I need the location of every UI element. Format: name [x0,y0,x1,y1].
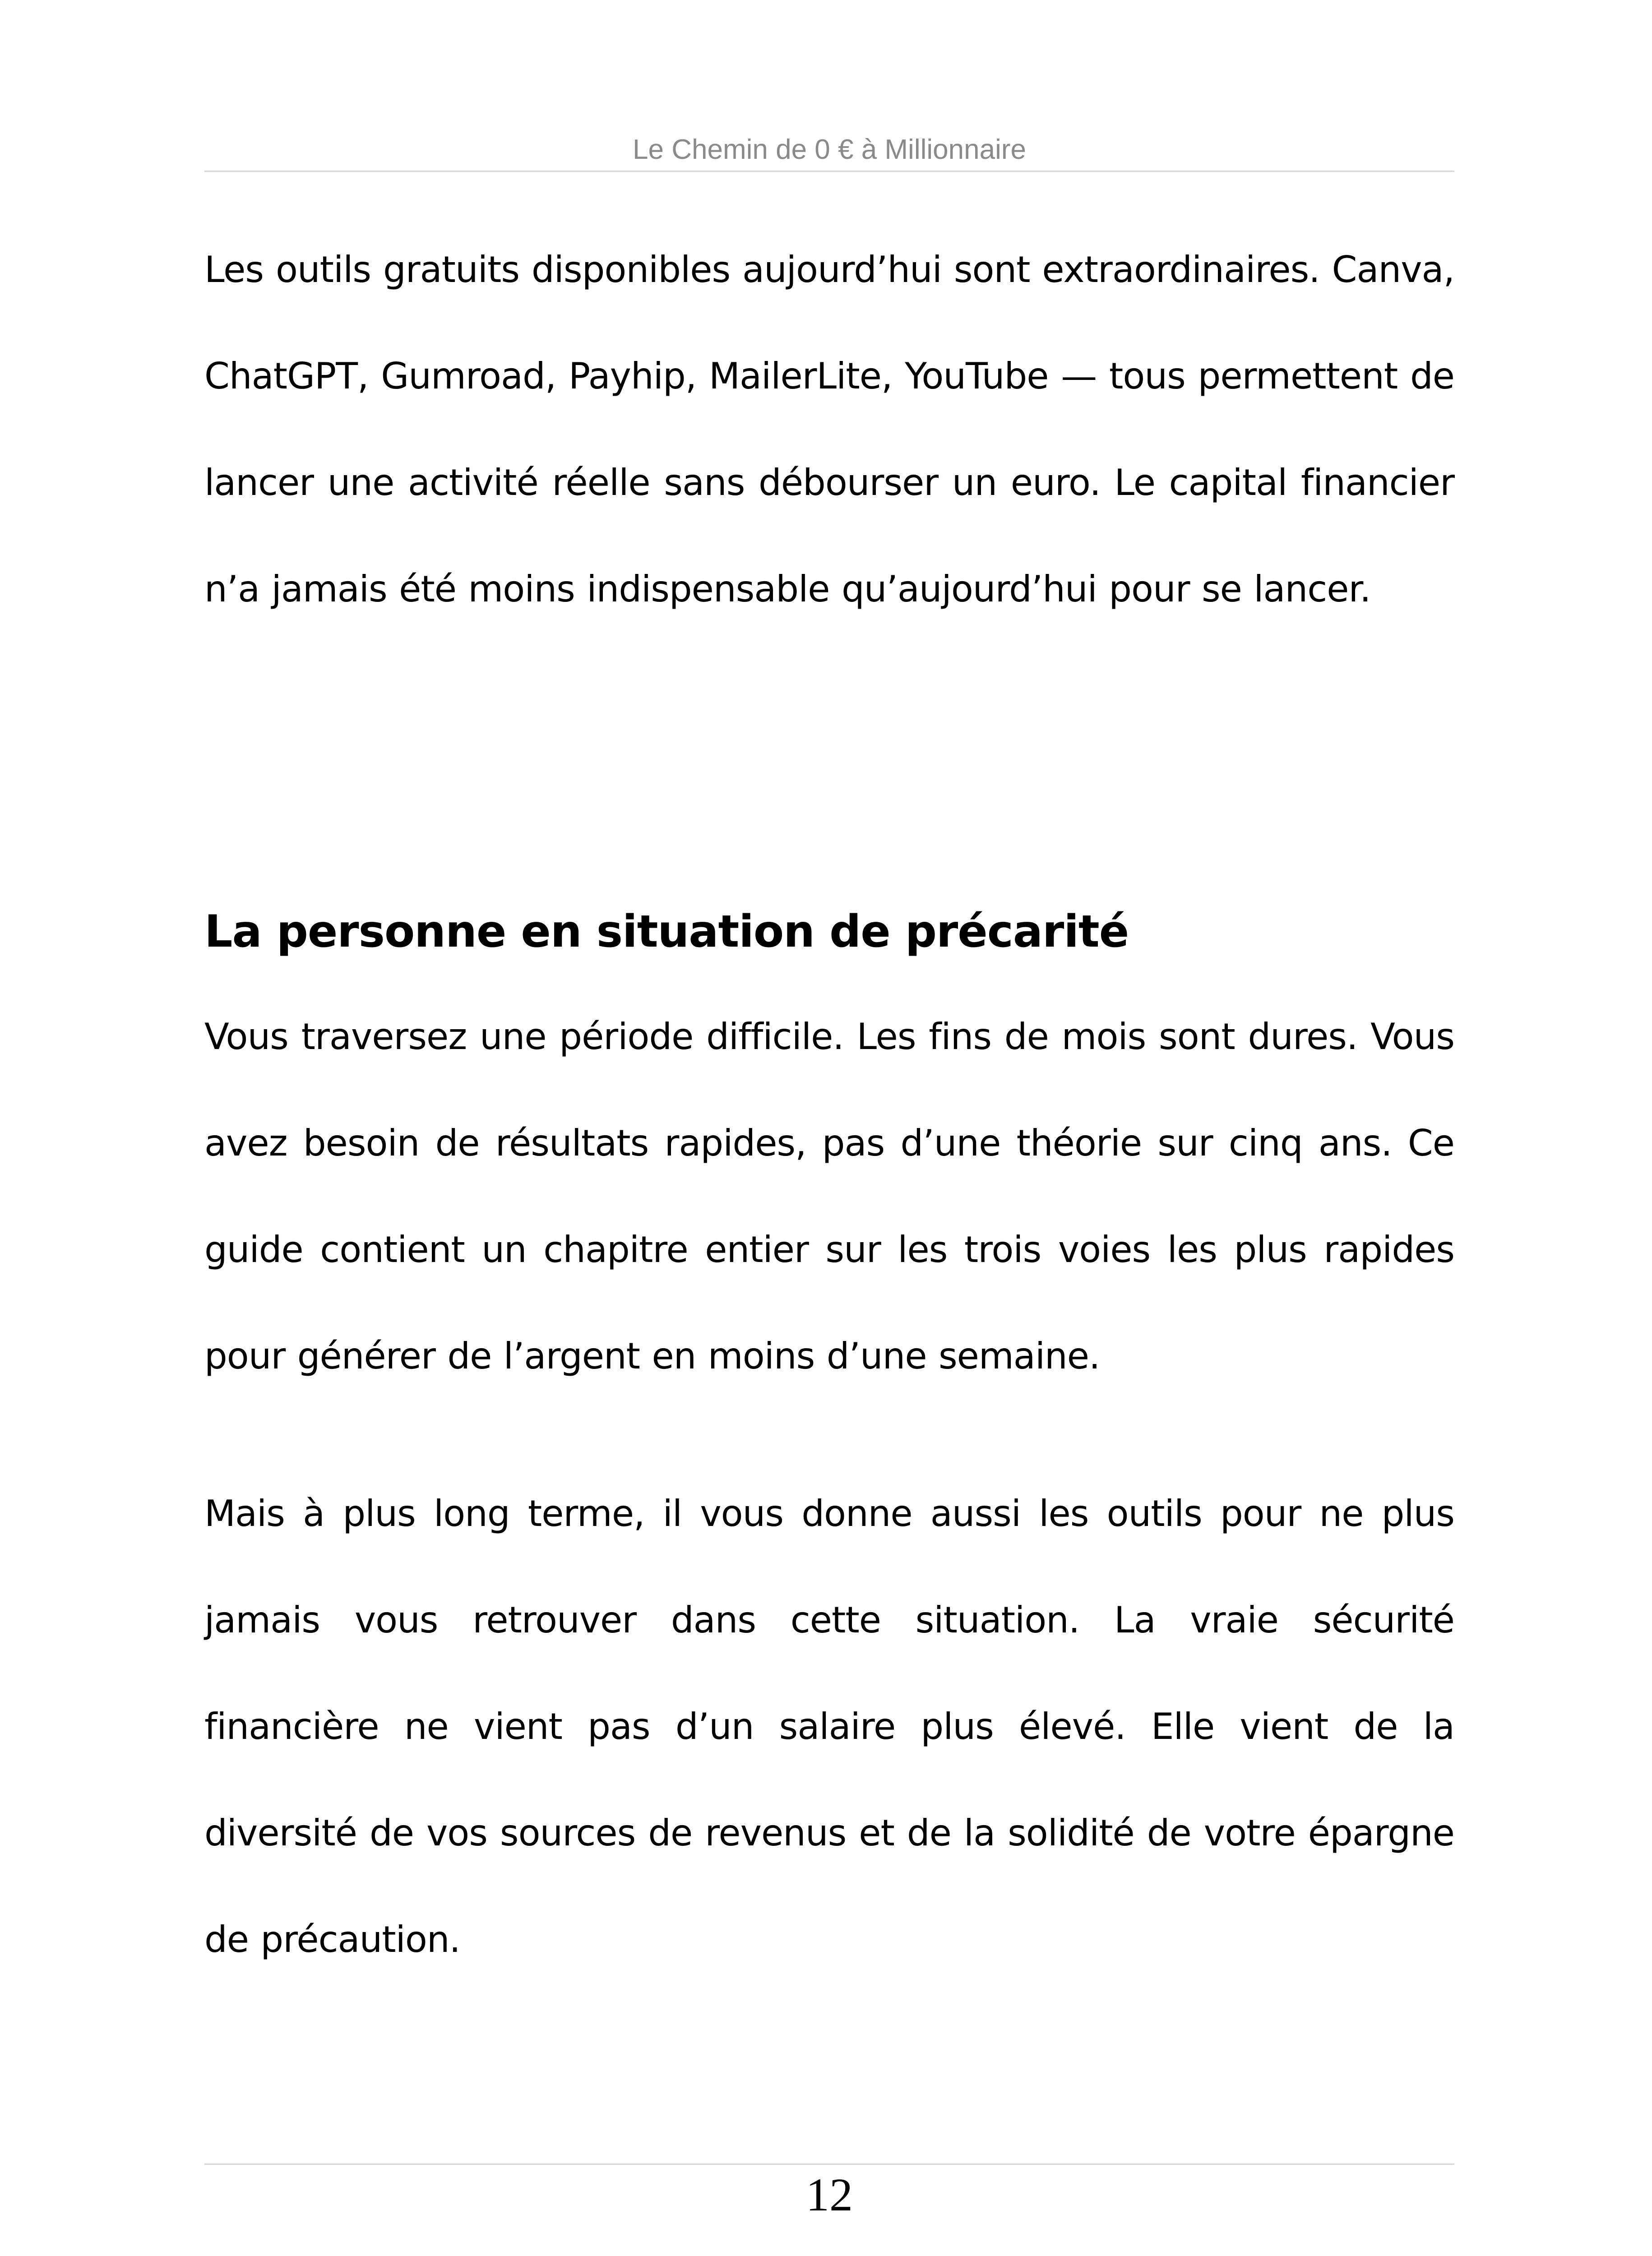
section-heading: La personne en situation de précarité [204,906,1129,957]
page-number: 12 [806,2169,853,2221]
running-header: Le Chemin de 0 € à Millionnaire [633,134,1026,165]
body-paragraph-3: Mais à plus long terme, il vous donne aussi les outils pour ne plus jamais vous retrouver dans cette situation. La vraie sécurité financière ne vient pas d’un salaire plus élevé. Elle vient de la diversité de vos sources de revenus et de la solidité de votre épargne de précaution. [204,1493,1454,1960]
body-paragraph-1: Les outils gratuits disponibles aujourd’hui sont extraordinaires. Canva, ChatGPT, Gumroad, Payhip, MailerLite, YouTube — tous permettent de lancer une activité réelle sans débourser un euro. Le capital financier n’a jamais été moins indispensable qu’aujourd’hui pour se lancer. [204,249,1454,610]
footer-divider [204,2164,1454,2165]
body-paragraph-2: Vous traversez une période difficile. Les fins de mois sont dures. Vous avez besoin de résultats rapides, pas d’une théorie sur cinq ans. Ce guide contient un chapitre entier sur les trois voies les plus rapides pour générer de l’argent en moins d’une semaine. [204,1016,1454,1377]
header-divider [204,171,1454,172]
